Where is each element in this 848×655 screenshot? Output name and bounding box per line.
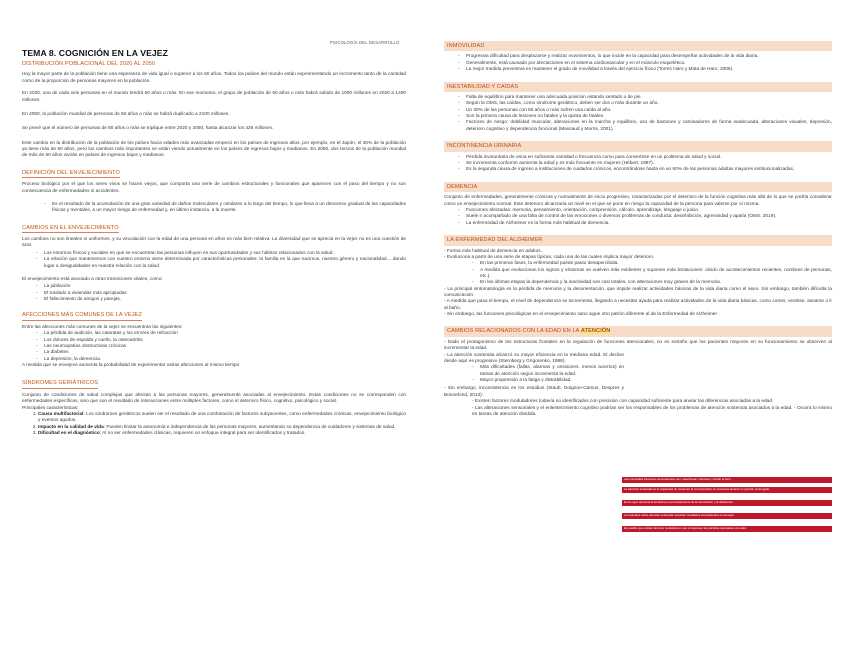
list-item: - El fallecimiento de amigos y parejas. (36, 297, 406, 303)
section-title-text: INMOVILIDAD (447, 43, 485, 49)
paragraph: - Forma más habitual de demencia en adultos. (444, 248, 542, 254)
list-item: - Un 30% de las personas con 65 años o más sufren una caída al año. (458, 108, 832, 114)
annotation-note: La atención sostenida es la capacidad de mantener la concentración en una tarea durante un periodo prolongado. (622, 487, 832, 493)
paragraph: - Existen factores moduladores todavía no identificados con precisión con capacidad suficiente para anular las diferencias asociadas a la edad. (472, 399, 774, 405)
list-item: - Generalmente, está causado por afectaciones en el sistema cardiovascular y en el músculo esquelético. (458, 61, 832, 67)
section-band-inmovilidad (444, 41, 832, 51)
list-item: - Pérdida involuntaria de orina en suficiente cantidad o frecuencia como para convertirse en un problema de salud y social. (458, 155, 832, 161)
section-title-sindromes (22, 380, 406, 388)
list-item: - La depresión, la demencia. (36, 357, 406, 363)
list-item: - Es la segunda causa de ingreso a instituciones de cuidados crónicos, encontrándose hasta en un 60% de las personas adultas mayores institucionalizadas. (458, 167, 832, 173)
section-band-caidas (444, 82, 832, 92)
paragraph: - Las alteraciones sensoriales y el enlentecimiento cognitivo podrían ser los responsables de los problemas de atención sostenida asociados a la edad. - Ocurra lo mismo en tareas de atención dividida. (472, 405, 832, 417)
section-band-atencion (444, 326, 832, 336)
section-title-text: DEMENCIA (447, 183, 478, 190)
annotation-note: Los estudios sobre atención sostenida muestran resultados inconsistentes en la vejez. (622, 513, 832, 519)
list-item: - Es el resultado de la acumulación de una gran variedad de daños moleculares y celulares a lo largo del tiempo, lo que lleva a un descenso gradual de las capacidades físicas y mentales, a un mayor riesgo de enfermedad y, en último instancia, a la muerte. (44, 202, 406, 215)
list-item-term: Causa multifactorial (38, 411, 84, 417)
annotation-note: En la vejez aumenta la lentitud en el procesamiento de la información y la distracción. (622, 500, 832, 506)
list-item-text: : Al no ser enfermedades clásicas, requieren un enfoque integral para ser identificados y tratados. (99, 431, 306, 436)
section-title-text: DEFINICIÓN DEL ENVEJECIMIENTO (22, 170, 120, 178)
paragraph: Principales características: (22, 405, 79, 411)
section-title-text: INCONTINENCIA URINARIA (447, 143, 522, 150)
paragraph: Los cambios no son lineales ni uniformes, y su vinculación con la edad de una persona en años es más bien relativa. La diversidad que se aprecia en la vejez no es una cuestión de azar. (22, 237, 406, 249)
paragraph: En 2030, una de cada seis personas en el mundo tendrá 60 años o más. En ese momento, el grupo de población de 60 años o más habrá subido de 1000 millones en 2020 a 1400 millones. (22, 91, 406, 103)
list-item: - La diabetes (36, 350, 406, 356)
list-item: - Progresiva dificultad para desplazarse y realizar movimientos, lo que incide en la capacidad para desempeñar actividades de la vida diaria. (458, 54, 832, 60)
paragraph: Se prevé que el número de personas de 80 años o más se triplique entre 2020 y 2050, hasta alcanzar los 426 millones. (22, 126, 274, 132)
list-item: - Según la OMS, las caídas, como síndrome geriátrico, deben ser dos o más durante un año. (458, 101, 832, 107)
section-title-text: CAMBIOS EN EL ENVEJECIMIENTO (22, 225, 119, 233)
list-item: - A medida que evolucionan los signos y síntomas se vuelven más evidentes y suponen más limitaciones: olvido de acontecimientos recientes, nombres de personas, etc.). (472, 268, 832, 281)
paragraph: Hoy la mayor parte de la población tiene una esperanza de vida igual o superior a los 60 años. Todos los países del mundo están experimentando un incremento tanto de la cantidad como de la proporción de personas mayores en la población. (22, 72, 406, 84)
annotation-note: Las principales funciones de la atención son: seleccionar, mantener y dividir el foco. (622, 477, 832, 483)
list-item: - Las neumopatías obstructivas crónicas (36, 344, 406, 350)
section-title-text: LA ENFERMEDAD DEL ALZHEIMER (447, 237, 543, 244)
section-title-cambios (22, 225, 406, 233)
list-item: - La relación que mantenemos con nuestro entorno viene determinada por características personales: la familia en la que nacimos, nuestro género y nacionalidad… dando lugar a desigualdades en nuestra relación con la salud. (36, 257, 406, 270)
list-item-text: : Pueden limitar la autonomía e independencia de las personas mayores, aumentando su dependencia de cuidadores y sistemas de salud. (103, 424, 396, 430)
paragraph: En 2050, la población mundial de personas de 60 años o más se habrá duplicado a 2100 millones. (22, 111, 230, 117)
list-item (38, 412, 406, 425)
section-title-afecciones (22, 312, 406, 320)
annotation-note: Es posible que existan factores moduladores que compensen las pérdidas asociadas a la edad. (622, 526, 832, 532)
section-title-distribucion: DISTRIBUCIÓN POBLACIONAL DEL 2020 AL 2050 (22, 61, 156, 67)
list-item: - Falta de equilibrio para mantener una adecuada posición estando sentado o de pie. (458, 95, 832, 101)
list-item: - Los dolores de espalda y cuello, la osteoartritis (36, 338, 406, 344)
section-title-text: CAMBIOS RELACIONADOS CON LA EDAD EN LA (447, 328, 581, 335)
paragraph: - A medida que pasa el tiempo, el nivel de dependencia se incrementa, llegando a necesitar ayuda para realizar actividades de la vida diaria básicas, como comer, vestirse, asearse o ir al baño. (444, 299, 832, 311)
list-item: - La mejor medida preventiva es mantener el grado de movilidad a través del ejercicio físico (Torres Haro y Mata de Haro, 2006). (458, 67, 832, 73)
paragraph: - La atención sostenida alcanzó su mayor eficiencia en la mediana edad. El declive desde aquí es progresivo (Sternberg y Grigorenko, 1988). (444, 352, 624, 365)
paragraph: Proceso biológico por el que los seres vivos se hacen viejos, que comporta una serie de cambios estructurales y funcionales que aparecen con el paso del tiempo y no son consecuencia de enfermedades ni accidentes. (22, 182, 406, 194)
list-item: - Se incrementa conforme aumenta la edad y es más frecuente en mujeres (Hébert, 1997). (458, 161, 832, 167)
section-band-alzheimer (444, 235, 832, 245)
list-item-term: Impacto en la calidad de vida (38, 424, 104, 430)
section-title-text: SÍNDROMES GERIÁTRICOS (22, 380, 98, 388)
section-band-incontinencia (444, 141, 832, 151)
paragraph: Conjunto de enfermedades, generalmente crónicas y normalmente de inicio progresivo, caracterizadas por el deterioro de la función cognitiva más allá de lo que se podría considerar como un envejecimiento normal. Este deterioro alcanzaría un nivel en el que se pone en riesgo la capacidad de la persona para valerse por sí misma. (444, 195, 832, 207)
section-title-definicion (22, 170, 406, 178)
page-title: TEMA 8. COGNICIÓN EN LA VEJEZ (22, 48, 168, 58)
list-item: - La jubilación (36, 284, 406, 290)
list-item: - El traslado a viviendas más apropiadas (36, 291, 406, 297)
list-item: - Funciones afectadas: memoria, pensamiento, orientación, comprensión, cálculo, aprendizaje, lenguaje o juicio. (458, 208, 832, 214)
list-item: - Suele ir acompañado de una falta de control de las emociones o diversos problemas de conducta: desinhibición, agresividad y apatía (OMS, 2019). (458, 214, 832, 220)
paragraph: Este cambio en la distribución de la población de los países hacia edades más avanzadas empezó en los países de ingresos altos, por ejemplo, en el Japón, el 30% de la población ya tiene más de 60 años, pero los cambios más importantes se están viendo actualmente en los países de ingresos bajos y medianos. En 2050, dos tercios de la población mundial de más de 60 años vivirán en países de ingresos bajos y medianos. (22, 140, 406, 159)
paragraph: - Sin embargo, las funciones psicológicas en el envejecimiento sano sigue otro patrón diferente al de la Enfermedad de Alzheimer (444, 312, 718, 318)
list-item: - Son la primera causa de lesiones no fatales y la quinta de fatales. (458, 114, 832, 120)
list-item: - Más dificultades (fallas, alarmas y omisiones, menos aciertos) en tareas de atención según incrementa la edad. (472, 365, 624, 378)
list-item-text: : Los síndromes geriátricos suelen ser el resultado de una combinación de factores subyacentes, como enfermedades crónicas, envejecimiento biológico y eventos agudos. (38, 411, 407, 424)
header-subject: PSICOLOGÍA DEL DESARROLLO (330, 40, 400, 45)
list-item: - Factores de riesgo: debilidad muscular, alteraciones en la marcha y equilibrio, uso de bastones y caminadores de forma inadecuada, alteraciones visuales, depresión, deterioro cognitivo y dependencia funcional (Massaud y Morris, 2001). (458, 120, 832, 133)
paragraph: - Sin embargo, inconsistencia en los estudios (Staub, Doignon-Camus, Despres y Bonnefond, 2013): (444, 386, 624, 398)
section-title-highlight: ATENCIÓN (580, 328, 611, 335)
list-item-term: Dificultad en el diagnóstico (38, 431, 100, 436)
list-item: - Mayor propensión a la fatiga y distrabilidad. (472, 378, 624, 384)
paragraph: El envejecimiento está asociado a otras transiciones vitales, como: (22, 276, 163, 282)
paragraph: Conjunto de condiciones de salud complejas que afectan a las personas mayores, generalmente asociadas al envejecimiento. Estas condiciones no se corresponden con enfermedades específicas, sino que son el resultado de interacciones entre múltiples factores, como el deterioro físico, cognitivo, psicológico y social. (22, 392, 406, 405)
section-band-demencia (444, 182, 832, 192)
paragraph: Entre las afecciones más comunes de la vejez se encuentran las siguientes: (22, 324, 183, 330)
list-item: - La pérdida de audición, las cataratas y los errores de refracción (36, 331, 406, 337)
section-title-text: AFECCIONES MÁS COMUNES DE LA VEJEZ (22, 312, 142, 320)
paragraph: - La principal sintomatología es la pérdida de memoria y la desorientación, que impide realizar actividades básicas de la vida diaria como el aseo. Sin embargo, también dificulta la comunicación. (444, 286, 832, 299)
list-item: - Los entornos físicos y sociales en que se encuentran las personas influyen en sus oportunidades y sus hábitos relacionados con la salud. (36, 251, 406, 257)
list-item (38, 431, 406, 437)
section-title-text: INESTABILIDAD Y CAÍDAS (447, 83, 519, 90)
paragraph: - Dado el protagonismo de las estructuras frontales en la regulación de funciones atencionales, no es extraño que los pacientes mayores en su funcionamiento se observen al incrementar la edad. (444, 339, 832, 352)
paragraph: - Evoluciona a partir de una serie de etapas típicas, cada una de las cuales implica mayor deterioro. (444, 254, 655, 260)
list-item: - En las últimas etapas la dependencia y la inactividad son casi totales, con alteraciones muy graves de la memoria. (472, 280, 832, 286)
paragraph: A medida que se envejece aumenta la probabilidad de experimentar varias afecciones al mismo tiempo (22, 363, 240, 368)
list-item: - En las primeras fases, la enfermedad puede pasar desapercibida. (472, 261, 832, 267)
list-item: - La enfermedad de Alzheimer es la forma más habitual de demencia. (458, 221, 832, 227)
